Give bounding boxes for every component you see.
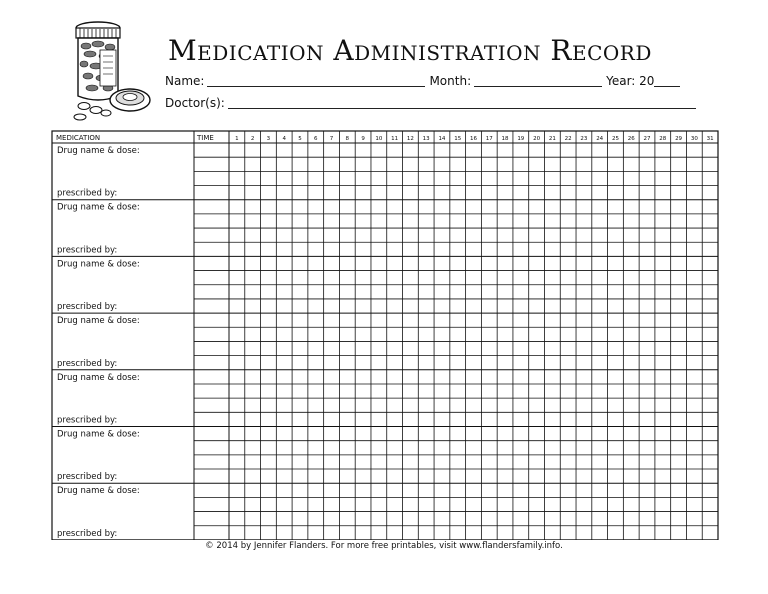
day-header-1: 1 bbox=[235, 136, 239, 142]
name-field[interactable] bbox=[207, 74, 425, 87]
day-header-8: 8 bbox=[345, 136, 350, 142]
drug-name-dose-label: Drug name & dose: bbox=[57, 202, 140, 213]
day-header-22: 22 bbox=[564, 136, 572, 142]
day-header-5: 5 bbox=[298, 136, 302, 142]
drug-name-dose-label: Drug name & dose: bbox=[57, 429, 140, 440]
year-field[interactable] bbox=[654, 74, 680, 87]
prescribed-by-label: prescribed by: bbox=[57, 358, 118, 369]
month-field[interactable] bbox=[474, 74, 602, 87]
day-header-17: 17 bbox=[485, 136, 493, 142]
day-header-3: 3 bbox=[266, 136, 271, 142]
copyright-footer: © 2014 by Jennifer Flanders. For more free printables, visit www.flandersfamily.info. bbox=[205, 541, 563, 551]
day-header-18: 18 bbox=[501, 136, 509, 142]
day-header-28: 28 bbox=[659, 136, 667, 142]
day-header-29: 29 bbox=[675, 136, 683, 142]
name-label: Name: bbox=[165, 74, 205, 88]
day-header-24: 24 bbox=[596, 136, 604, 142]
day-header-21: 21 bbox=[548, 136, 556, 142]
day-header-2: 2 bbox=[250, 136, 255, 142]
medication-grid bbox=[51, 130, 719, 540]
prescribed-by-label: prescribed by: bbox=[57, 188, 118, 199]
day-header-7: 7 bbox=[329, 136, 334, 142]
day-header-9: 9 bbox=[361, 136, 365, 142]
prescribed-by-label: prescribed by: bbox=[57, 245, 118, 256]
year-label: Year: 20 bbox=[606, 74, 655, 88]
month-label: Month: bbox=[429, 74, 472, 88]
day-header-12: 12 bbox=[406, 136, 414, 142]
day-header-16: 16 bbox=[470, 136, 477, 142]
day-header-13: 13 bbox=[422, 136, 430, 142]
drug-name-dose-label: Drug name & dose: bbox=[57, 486, 140, 497]
day-header-31: 31 bbox=[706, 136, 714, 142]
time-header: TIME bbox=[197, 134, 214, 142]
day-header-14: 14 bbox=[438, 136, 446, 142]
prescribed-by-label: prescribed by: bbox=[57, 472, 118, 483]
day-header-6: 6 bbox=[314, 136, 318, 142]
doctor-label: Doctor(s): bbox=[165, 96, 225, 110]
drug-name-dose-label: Drug name & dose: bbox=[57, 259, 140, 270]
drug-name-dose-label: Drug name & dose: bbox=[57, 372, 140, 383]
day-header-4: 4 bbox=[282, 136, 286, 142]
day-header-20: 20 bbox=[533, 136, 541, 142]
prescribed-by-label: prescribed by: bbox=[57, 415, 118, 426]
drug-name-dose-label: Drug name & dose: bbox=[57, 146, 140, 156]
day-header-26: 26 bbox=[627, 136, 635, 142]
grid-border bbox=[52, 131, 718, 540]
day-header-30: 30 bbox=[690, 136, 698, 142]
day-header-15: 15 bbox=[454, 136, 462, 142]
day-header-19: 19 bbox=[517, 136, 525, 142]
day-header-27: 27 bbox=[643, 136, 651, 142]
pill-bottle-icon bbox=[70, 20, 152, 122]
day-header-10: 10 bbox=[375, 136, 383, 142]
name-month-year-row bbox=[165, 74, 680, 88]
medication-header: MEDICATION bbox=[56, 134, 101, 142]
drug-name-dose-label: Drug name & dose: bbox=[57, 316, 140, 327]
page-title: Medication Administration Record bbox=[168, 34, 652, 67]
doctor-row bbox=[165, 96, 700, 110]
day-header-25: 25 bbox=[611, 136, 619, 142]
doctor-field[interactable] bbox=[228, 96, 696, 109]
day-header-23: 23 bbox=[580, 136, 588, 142]
prescribed-by-label: prescribed by: bbox=[57, 302, 118, 313]
prescribed-by-label: prescribed by: bbox=[57, 528, 118, 539]
day-header-11: 11 bbox=[391, 136, 399, 142]
